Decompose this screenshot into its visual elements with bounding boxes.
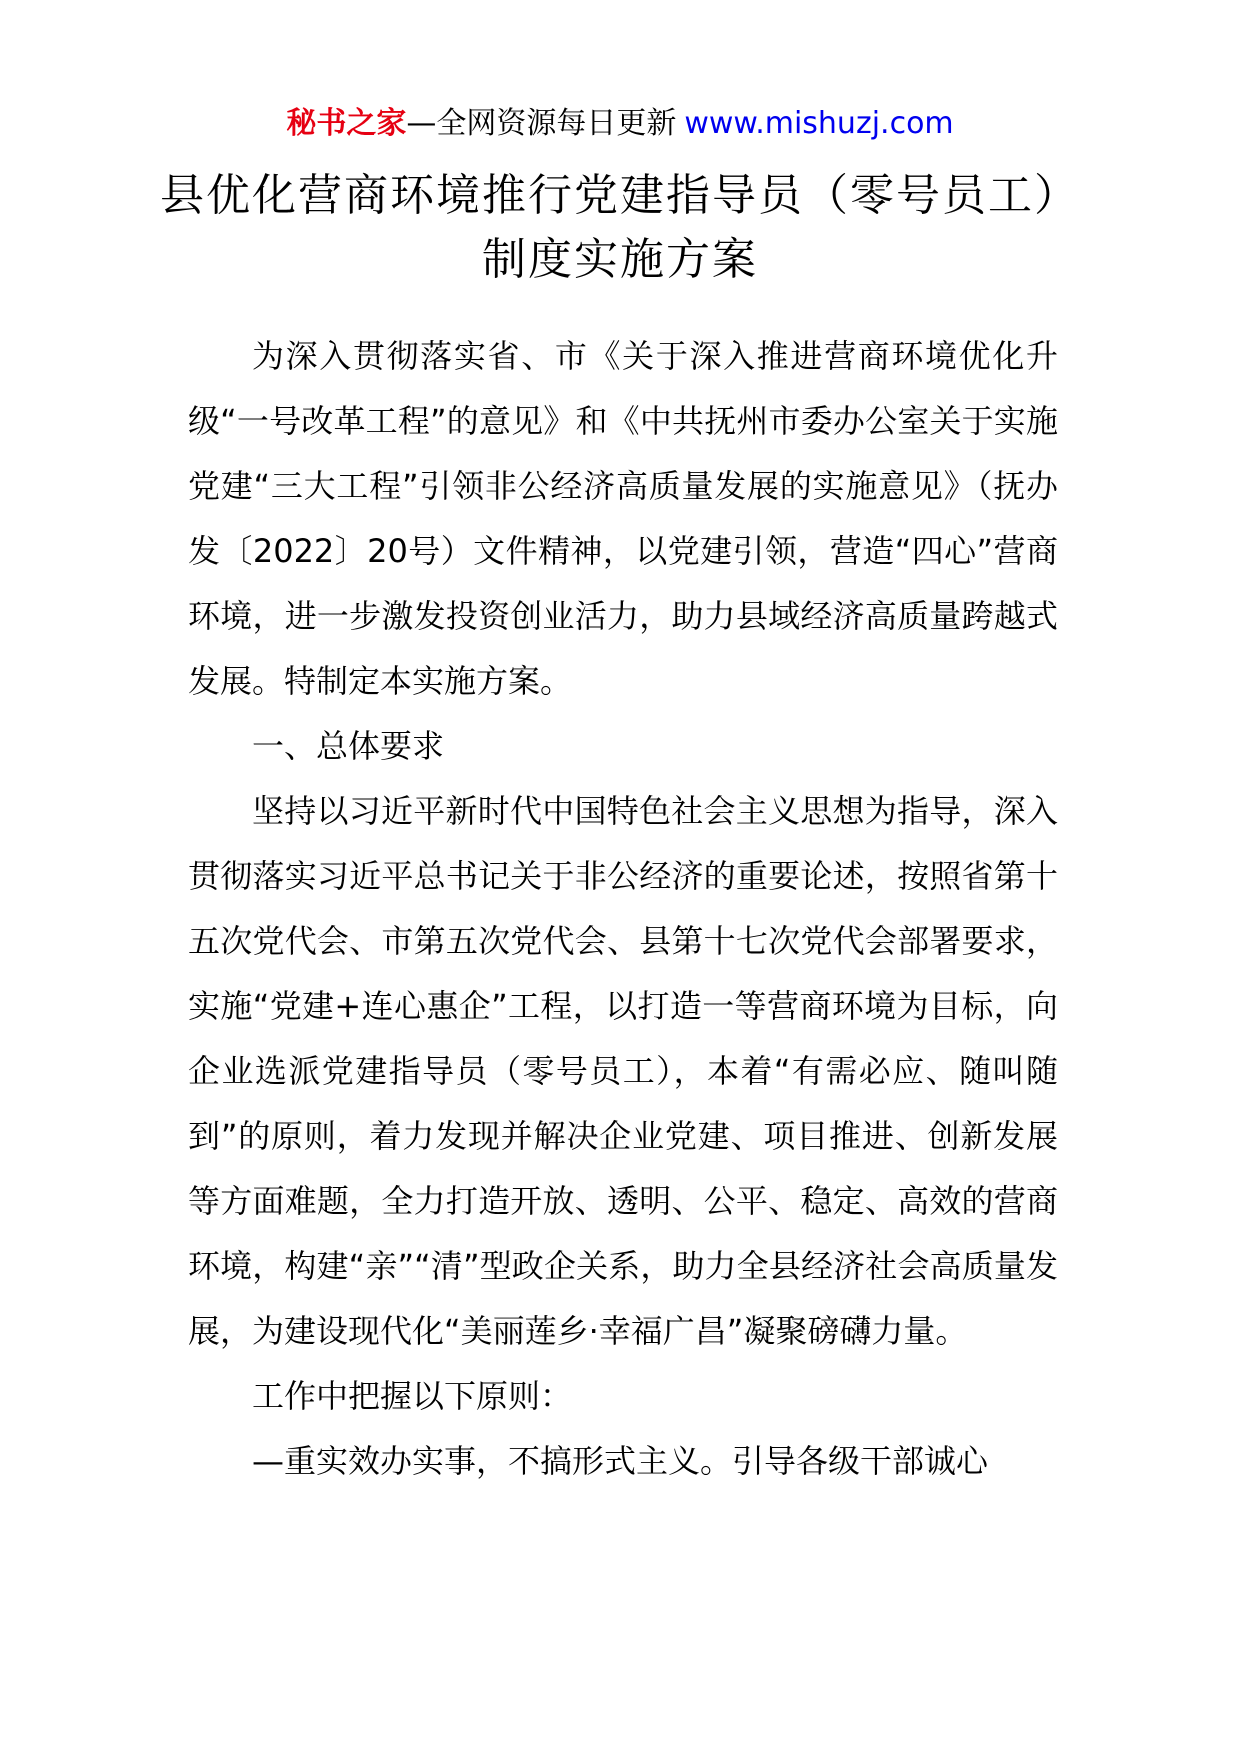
site-brand: 秘书之家 [286, 106, 407, 141]
intro-paragraph: 为深入贯彻落实省、市《关于深入推进营商环境优化升级“一号改革工程”的意见》和《中共抚州市委办公室关于实施党建“三大工程”引领非公经济高质量发展的实施意见》（抚办发〔2022〕20号）文件精神，以党建引领，营造“四心”营商环境，进一步激发投资创业活力，助力县域经济高质量跨越式发展。特制定本实施方案。 [188, 337, 1058, 700]
section-heading: 一、总体要求 [252, 727, 445, 765]
site-url-link[interactable]: www.mishuzj.com [684, 106, 954, 141]
document-title: 县优化营商环境推行党建指导员（零号员工）制度实施方案 [160, 170, 1080, 285]
principle-item: —重实效办实事，不搞形式主义。引导各级干部诚心 [252, 1442, 989, 1480]
document-body [188, 324, 1058, 1494]
site-tagline: —全网资源每日更新 [406, 106, 677, 141]
site-header [0, 104, 1240, 144]
principles-intro: 工作中把握以下原则： [252, 1377, 573, 1415]
requirements-paragraph: 坚持以习近平新时代中国特色社会主义思想为指导，深入贯彻落实习近平总书记关于非公经济的重要论述，按照省第十五次党代会、市第五次党代会、县第十七次党代会部署要求，实施“党建+连心惠企”工程，以打造一等营商环境为目标，向企业选派党建指导员（零号员工），本着“有需必应、随叫随到”的原则，着力发现并解决企业党建、项目推进、创新发展等方面难题，全力打造开放、透明、公平、稳定、高效的营商环境，构建“亲”“清”型政企关系，助力全县经济社会高质量发展，为建设现代化“美丽莲乡·幸福广昌”凝聚磅礴力量。 [188, 792, 1058, 1350]
